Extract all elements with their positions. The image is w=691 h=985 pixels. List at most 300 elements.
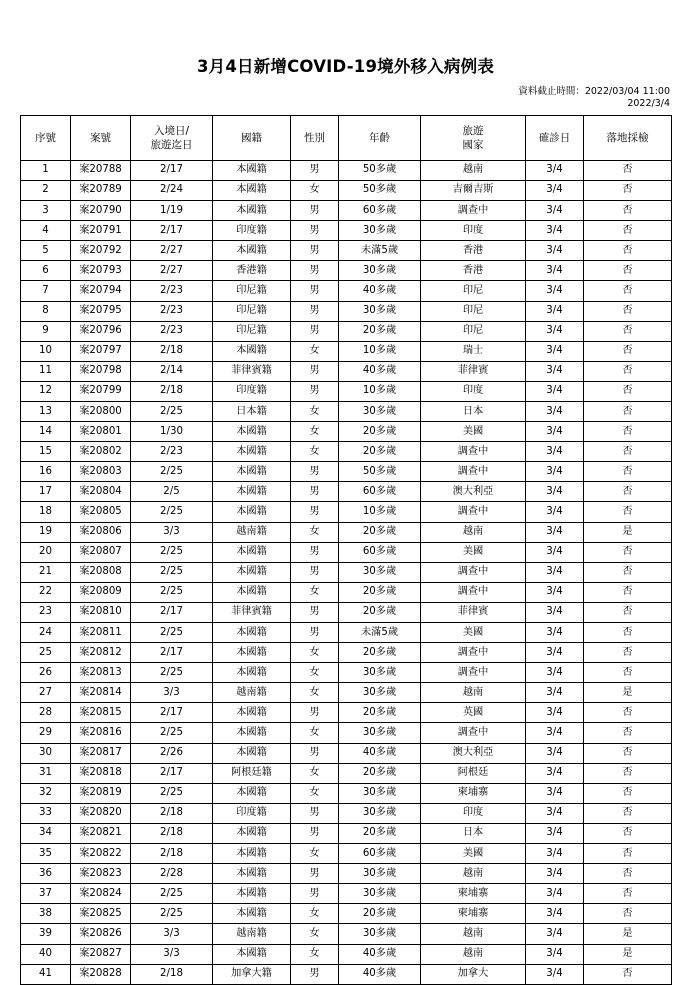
column-header-label: 旅遊 <box>462 124 484 137</box>
cell-case_no: 案20821 <box>71 823 131 843</box>
table-row <box>21 401 672 421</box>
cell-date: 2/24 <box>131 180 213 200</box>
cell-case_no: 案20808 <box>71 562 131 582</box>
cell-nat: 加拿大籍 <box>213 964 291 984</box>
column-header-date <box>131 115 213 160</box>
cell-sex: 男 <box>291 823 339 843</box>
column-header-country <box>421 115 526 160</box>
cell-age: 40多歲 <box>339 743 421 763</box>
cell-age: 20多歲 <box>339 904 421 924</box>
cell-sex: 男 <box>291 381 339 401</box>
table-row <box>21 723 672 743</box>
column-header-label-line2: 旅遊迄日 <box>150 138 193 151</box>
cell-age: 20多歲 <box>339 422 421 442</box>
cell-age: 20多歲 <box>339 582 421 602</box>
cell-confirm: 3/4 <box>526 823 584 843</box>
cell-date: 2/23 <box>131 442 213 462</box>
cell-nat: 阿根廷籍 <box>213 763 291 783</box>
table-row <box>21 422 672 442</box>
cases-table-container <box>20 115 671 985</box>
cell-age: 20多歲 <box>339 522 421 542</box>
cell-case_no: 案20791 <box>71 221 131 241</box>
cell-seq: 35 <box>21 844 71 864</box>
cell-test: 否 <box>584 221 672 241</box>
cell-case_no: 案20807 <box>71 542 131 562</box>
cell-sex: 男 <box>291 462 339 482</box>
cell-confirm: 3/4 <box>526 623 584 643</box>
cell-nat: 本國籍 <box>213 582 291 602</box>
cell-case_no: 案20810 <box>71 602 131 622</box>
cell-age: 60多歲 <box>339 844 421 864</box>
cell-country: 柬埔寨 <box>421 884 526 904</box>
cell-seq: 34 <box>21 823 71 843</box>
cell-sex: 男 <box>291 623 339 643</box>
cell-date: 1/19 <box>131 201 213 221</box>
cell-seq: 33 <box>21 803 71 823</box>
table-header-row <box>21 115 672 160</box>
cell-age: 20多歲 <box>339 643 421 663</box>
cell-age: 30多歲 <box>339 301 421 321</box>
cell-test: 否 <box>584 844 672 864</box>
cell-seq: 2 <box>21 180 71 200</box>
cell-nat: 本國籍 <box>213 884 291 904</box>
table-row <box>21 160 672 180</box>
cell-seq: 3 <box>21 201 71 221</box>
table-row <box>21 663 672 683</box>
cell-country: 香港 <box>421 241 526 261</box>
cell-case_no: 案20820 <box>71 803 131 823</box>
cell-age: 20多歲 <box>339 602 421 622</box>
cell-seq: 38 <box>21 904 71 924</box>
cell-age: 10多歲 <box>339 341 421 361</box>
cell-seq: 27 <box>21 683 71 703</box>
cell-date: 2/25 <box>131 904 213 924</box>
cell-sex: 男 <box>291 502 339 522</box>
cell-case_no: 案20796 <box>71 321 131 341</box>
cell-confirm: 3/4 <box>526 301 584 321</box>
table-row <box>21 643 672 663</box>
cell-country: 調查中 <box>421 582 526 602</box>
cell-seq: 15 <box>21 442 71 462</box>
cell-date: 2/25 <box>131 502 213 522</box>
cell-date: 2/26 <box>131 743 213 763</box>
cell-country: 瑞士 <box>421 341 526 361</box>
cell-date: 2/18 <box>131 964 213 984</box>
cell-test: 是 <box>584 924 672 944</box>
cell-sex: 男 <box>291 542 339 562</box>
cell-test: 否 <box>584 864 672 884</box>
cell-date: 2/17 <box>131 643 213 663</box>
cell-case_no: 案20809 <box>71 582 131 602</box>
cell-test: 否 <box>584 241 672 261</box>
cell-nat: 菲律賓籍 <box>213 361 291 381</box>
cell-sex: 女 <box>291 522 339 542</box>
cell-sex: 男 <box>291 361 339 381</box>
cell-confirm: 3/4 <box>526 864 584 884</box>
cell-test: 否 <box>584 623 672 643</box>
cell-confirm: 3/4 <box>526 683 584 703</box>
cell-date: 2/25 <box>131 401 213 421</box>
cell-date: 2/18 <box>131 844 213 864</box>
cell-country: 英國 <box>421 703 526 723</box>
cell-date: 2/23 <box>131 301 213 321</box>
cell-nat: 本國籍 <box>213 663 291 683</box>
cell-age: 30多歲 <box>339 401 421 421</box>
cell-confirm: 3/4 <box>526 844 584 864</box>
cell-confirm: 3/4 <box>526 422 584 442</box>
column-header-age <box>339 115 421 160</box>
table-row <box>21 763 672 783</box>
cell-date: 2/23 <box>131 281 213 301</box>
cell-date: 2/17 <box>131 160 213 180</box>
cell-confirm: 3/4 <box>526 462 584 482</box>
cell-case_no: 案20803 <box>71 462 131 482</box>
cell-date: 3/3 <box>131 944 213 964</box>
cell-country: 調查中 <box>421 502 526 522</box>
cell-country: 調查中 <box>421 723 526 743</box>
cell-sex: 女 <box>291 442 339 462</box>
cell-case_no: 案20798 <box>71 361 131 381</box>
cell-date: 2/25 <box>131 562 213 582</box>
cell-date: 2/14 <box>131 361 213 381</box>
cell-age: 30多歲 <box>339 864 421 884</box>
cell-case_no: 案20818 <box>71 763 131 783</box>
cell-test: 否 <box>584 723 672 743</box>
cell-country: 越南 <box>421 944 526 964</box>
cell-date: 2/25 <box>131 884 213 904</box>
table-row <box>21 261 672 281</box>
cell-case_no: 案20815 <box>71 703 131 723</box>
cell-nat: 越南籍 <box>213 522 291 542</box>
cell-case_no: 案20801 <box>71 422 131 442</box>
cell-nat: 本國籍 <box>213 844 291 864</box>
cell-sex: 男 <box>291 160 339 180</box>
cell-nat: 印尼籍 <box>213 301 291 321</box>
cell-seq: 8 <box>21 301 71 321</box>
cell-test: 否 <box>584 602 672 622</box>
cell-country: 調查中 <box>421 663 526 683</box>
table-row <box>21 381 672 401</box>
cell-sex: 女 <box>291 844 339 864</box>
cell-case_no: 案20804 <box>71 482 131 502</box>
cell-date: 3/3 <box>131 522 213 542</box>
cell-age: 20多歲 <box>339 321 421 341</box>
cell-country: 柬埔寨 <box>421 783 526 803</box>
table-row <box>21 783 672 803</box>
table-row <box>21 180 672 200</box>
cell-test: 否 <box>584 180 672 200</box>
cell-country: 澳大利亞 <box>421 743 526 763</box>
cell-age: 40多歲 <box>339 944 421 964</box>
cell-country: 印尼 <box>421 281 526 301</box>
cell-sex: 女 <box>291 683 339 703</box>
cell-case_no: 案20819 <box>71 783 131 803</box>
cell-nat: 印度籍 <box>213 221 291 241</box>
cell-seq: 32 <box>21 783 71 803</box>
cell-case_no: 案20802 <box>71 442 131 462</box>
data-cutoff-time: 資料截止時間：2022/03/04 11:00 <box>518 85 670 97</box>
table-body <box>21 160 672 984</box>
table-row <box>21 361 672 381</box>
column-header-case_no <box>71 115 131 160</box>
cell-sex: 男 <box>291 201 339 221</box>
cell-country: 美國 <box>421 844 526 864</box>
cell-test: 否 <box>584 281 672 301</box>
cell-case_no: 案20789 <box>71 180 131 200</box>
cell-country: 澳大利亞 <box>421 482 526 502</box>
cell-sex: 男 <box>291 261 339 281</box>
cell-case_no: 案20817 <box>71 743 131 763</box>
cell-sex: 男 <box>291 281 339 301</box>
cell-test: 否 <box>584 783 672 803</box>
cell-confirm: 3/4 <box>526 783 584 803</box>
cell-case_no: 案20814 <box>71 683 131 703</box>
cell-confirm: 3/4 <box>526 643 584 663</box>
cell-country: 美國 <box>421 422 526 442</box>
cell-date: 2/5 <box>131 482 213 502</box>
column-header-sex <box>291 115 339 160</box>
cell-age: 50多歲 <box>339 180 421 200</box>
table-row <box>21 442 672 462</box>
cell-country: 越南 <box>421 160 526 180</box>
cell-nat: 本國籍 <box>213 160 291 180</box>
cell-confirm: 3/4 <box>526 221 584 241</box>
cell-case_no: 案20788 <box>71 160 131 180</box>
cell-seq: 20 <box>21 542 71 562</box>
cell-nat: 本國籍 <box>213 180 291 200</box>
cell-age: 40多歲 <box>339 361 421 381</box>
cell-case_no: 案20795 <box>71 301 131 321</box>
cell-country: 越南 <box>421 864 526 884</box>
cell-age: 30多歲 <box>339 683 421 703</box>
cell-country: 印度 <box>421 381 526 401</box>
column-header-nat <box>213 115 291 160</box>
cell-confirm: 3/4 <box>526 281 584 301</box>
cell-sex: 女 <box>291 422 339 442</box>
cell-confirm: 3/4 <box>526 542 584 562</box>
cell-seq: 26 <box>21 663 71 683</box>
cell-age: 10多歲 <box>339 502 421 522</box>
cell-seq: 18 <box>21 502 71 522</box>
cell-age: 30多歲 <box>339 562 421 582</box>
cell-seq: 14 <box>21 422 71 442</box>
table-row <box>21 502 672 522</box>
cell-sex: 男 <box>291 964 339 984</box>
cell-test: 否 <box>584 763 672 783</box>
cell-date: 2/23 <box>131 321 213 341</box>
cell-seq: 31 <box>21 763 71 783</box>
cell-test: 否 <box>584 703 672 723</box>
cell-nat: 本國籍 <box>213 783 291 803</box>
cell-sex: 女 <box>291 341 339 361</box>
cell-confirm: 3/4 <box>526 904 584 924</box>
cell-test: 是 <box>584 683 672 703</box>
table-row <box>21 623 672 643</box>
cell-nat: 本國籍 <box>213 482 291 502</box>
cell-sex: 女 <box>291 783 339 803</box>
cell-test: 否 <box>584 401 672 421</box>
cell-age: 30多歲 <box>339 924 421 944</box>
cell-test: 否 <box>584 663 672 683</box>
cell-country: 越南 <box>421 924 526 944</box>
cell-nat: 本國籍 <box>213 864 291 884</box>
cell-sex: 男 <box>291 301 339 321</box>
cell-confirm: 3/4 <box>526 763 584 783</box>
cell-test: 否 <box>584 381 672 401</box>
cell-age: 30多歲 <box>339 261 421 281</box>
cell-test: 是 <box>584 944 672 964</box>
cell-seq: 36 <box>21 864 71 884</box>
column-header-label: 性別 <box>304 131 325 144</box>
cell-nat: 印度籍 <box>213 803 291 823</box>
table-header <box>21 115 672 160</box>
cell-country: 阿根廷 <box>421 763 526 783</box>
cell-age: 50多歲 <box>339 462 421 482</box>
cell-sex: 男 <box>291 321 339 341</box>
column-header-test <box>584 115 672 160</box>
cell-seq: 30 <box>21 743 71 763</box>
cell-nat: 本國籍 <box>213 502 291 522</box>
column-header-label: 序號 <box>35 131 56 144</box>
cell-nat: 本國籍 <box>213 241 291 261</box>
cell-test: 否 <box>584 301 672 321</box>
cell-date: 2/17 <box>131 602 213 622</box>
cell-country: 印度 <box>421 803 526 823</box>
cell-sex: 女 <box>291 924 339 944</box>
cell-sex: 男 <box>291 241 339 261</box>
cell-case_no: 案20825 <box>71 904 131 924</box>
cell-nat: 本國籍 <box>213 703 291 723</box>
cell-date: 2/18 <box>131 823 213 843</box>
cell-case_no: 案20794 <box>71 281 131 301</box>
cell-confirm: 3/4 <box>526 522 584 542</box>
cell-seq: 40 <box>21 944 71 964</box>
cell-seq: 6 <box>21 261 71 281</box>
cell-test: 否 <box>584 502 672 522</box>
cell-case_no: 案20824 <box>71 884 131 904</box>
cell-confirm: 3/4 <box>526 502 584 522</box>
cell-test: 否 <box>584 201 672 221</box>
cell-test: 否 <box>584 904 672 924</box>
cell-date: 3/3 <box>131 683 213 703</box>
table-row <box>21 803 672 823</box>
cell-case_no: 案20813 <box>71 663 131 683</box>
cell-confirm: 3/4 <box>526 884 584 904</box>
cell-seq: 19 <box>21 522 71 542</box>
cell-sex: 男 <box>291 703 339 723</box>
cell-test: 否 <box>584 823 672 843</box>
cell-country: 美國 <box>421 623 526 643</box>
cell-confirm: 3/4 <box>526 944 584 964</box>
cell-test: 否 <box>584 964 672 984</box>
cell-date: 2/25 <box>131 542 213 562</box>
cell-confirm: 3/4 <box>526 562 584 582</box>
cell-case_no: 案20822 <box>71 844 131 864</box>
cell-confirm: 3/4 <box>526 241 584 261</box>
cell-nat: 印尼籍 <box>213 281 291 301</box>
cell-date: 2/25 <box>131 462 213 482</box>
column-header-label: 國籍 <box>241 131 262 144</box>
cell-confirm: 3/4 <box>526 401 584 421</box>
cell-age: 未滿5歲 <box>339 241 421 261</box>
report-date: 2022/3/4 <box>627 98 670 110</box>
cell-test: 否 <box>584 160 672 180</box>
cell-country: 美國 <box>421 542 526 562</box>
cell-age: 60多歲 <box>339 542 421 562</box>
table-row <box>21 301 672 321</box>
cell-seq: 41 <box>21 964 71 984</box>
cell-test: 否 <box>584 542 672 562</box>
cell-confirm: 3/4 <box>526 361 584 381</box>
cell-test: 否 <box>584 884 672 904</box>
cell-nat: 本國籍 <box>213 422 291 442</box>
cell-country: 越南 <box>421 683 526 703</box>
cell-date: 2/17 <box>131 763 213 783</box>
table-row <box>21 281 672 301</box>
cell-seq: 17 <box>21 482 71 502</box>
cell-nat: 本國籍 <box>213 623 291 643</box>
cases-table <box>20 115 672 985</box>
cell-test: 否 <box>584 341 672 361</box>
cell-sex: 男 <box>291 743 339 763</box>
cell-date: 2/25 <box>131 723 213 743</box>
cell-case_no: 案20806 <box>71 522 131 542</box>
cell-country: 柬埔寨 <box>421 904 526 924</box>
cell-case_no: 案20793 <box>71 261 131 281</box>
cell-confirm: 3/4 <box>526 321 584 341</box>
cell-country: 加拿大 <box>421 964 526 984</box>
cell-sex: 女 <box>291 723 339 743</box>
cell-seq: 24 <box>21 623 71 643</box>
cell-age: 30多歲 <box>339 884 421 904</box>
cell-seq: 4 <box>21 221 71 241</box>
cell-country: 菲律賓 <box>421 602 526 622</box>
cell-date: 2/17 <box>131 703 213 723</box>
cell-sex: 女 <box>291 904 339 924</box>
cell-case_no: 案20811 <box>71 623 131 643</box>
cell-test: 是 <box>584 522 672 542</box>
cell-sex: 女 <box>291 944 339 964</box>
column-header-label: 落地採檢 <box>606 131 649 144</box>
cell-date: 2/18 <box>131 803 213 823</box>
cell-seq: 22 <box>21 582 71 602</box>
cell-date: 2/25 <box>131 623 213 643</box>
cell-nat: 本國籍 <box>213 542 291 562</box>
cell-seq: 39 <box>21 924 71 944</box>
cell-nat: 本國籍 <box>213 743 291 763</box>
cell-nat: 越南籍 <box>213 683 291 703</box>
cell-seq: 1 <box>21 160 71 180</box>
cell-age: 20多歲 <box>339 823 421 843</box>
cell-seq: 12 <box>21 381 71 401</box>
cell-date: 2/27 <box>131 241 213 261</box>
report-meta <box>0 86 691 111</box>
cell-age: 30多歲 <box>339 221 421 241</box>
cell-case_no: 案20816 <box>71 723 131 743</box>
cell-confirm: 3/4 <box>526 723 584 743</box>
cell-confirm: 3/4 <box>526 964 584 984</box>
cell-seq: 9 <box>21 321 71 341</box>
cell-nat: 印度籍 <box>213 381 291 401</box>
column-header-label: 入境日/ <box>153 124 190 137</box>
column-header-label: 案號 <box>90 131 111 144</box>
cell-nat: 本國籍 <box>213 562 291 582</box>
cell-country: 調查中 <box>421 201 526 221</box>
table-row <box>21 341 672 361</box>
cell-seq: 10 <box>21 341 71 361</box>
cell-age: 10多歲 <box>339 381 421 401</box>
cell-country: 日本 <box>421 401 526 421</box>
